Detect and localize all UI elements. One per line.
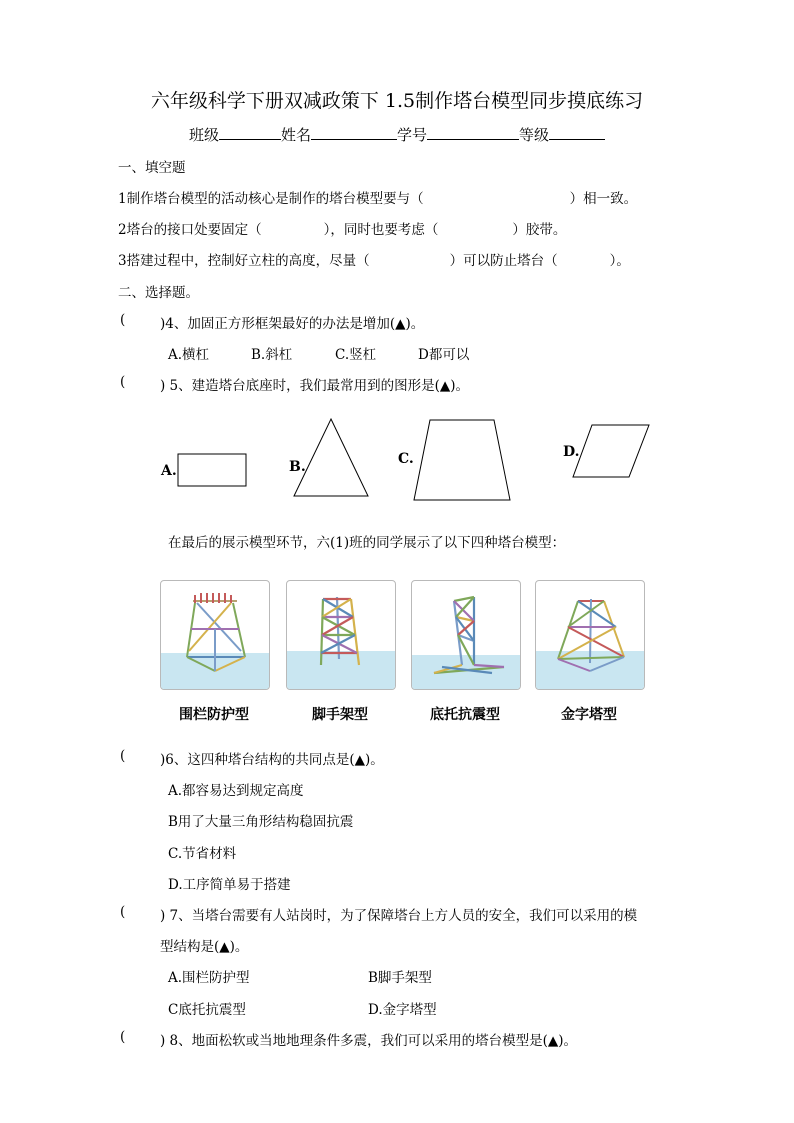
rectangle-shape[interactable]	[176, 452, 248, 488]
q7-option-c[interactable]: C底托抗震型	[168, 1002, 246, 1018]
q6-stem: )6、这四种塔台结构的共同点是(▲)。	[160, 752, 384, 768]
q7-option-a[interactable]: A.围栏防护型	[168, 970, 250, 986]
section1-heading: 一、填空题	[118, 160, 186, 176]
question-1	[118, 187, 637, 207]
q6-option-a[interactable]: A.都容易达到规定高度	[168, 783, 304, 799]
q7-stem-line1: ) 7、当塔台需要有人站岗时，为了保障塔台上方人员的安全，我们可以采用的模	[160, 908, 638, 924]
number-blank[interactable]	[427, 125, 519, 140]
q4-option-b[interactable]: B.斜杠	[251, 347, 293, 363]
model-photo-fence	[160, 580, 270, 690]
q8-stem: ) 8、地面松软或当地地理条件多震，我们可以采用的塔台模型是(▲)。	[160, 1033, 578, 1049]
q1-text-b: ）相一致。	[569, 191, 638, 207]
shape-label-c: C.	[398, 451, 414, 467]
question-2	[118, 218, 566, 238]
q2-text-a: 2塔台的接口处要固定（	[118, 222, 262, 238]
models-intro: 在最后的展示模型环节，六(1)班的同学展示了以下四种塔台模型：	[168, 535, 566, 551]
class-blank[interactable]	[219, 125, 281, 140]
q4-answer-paren[interactable]: (	[120, 312, 126, 328]
model-caption-base: 底托抗震型	[430, 707, 500, 723]
q3-text-c: ）。	[609, 253, 630, 269]
q3-text-b: ）可以防止塔台（	[449, 253, 558, 269]
section2-heading: 二、选择题。	[118, 285, 199, 301]
q4-stem: )4、加固正方形框架最好的办法是增加(▲)。	[160, 316, 425, 332]
q6-option-d[interactable]: D.工序简单易于搭建	[168, 877, 291, 893]
trapezoid-shape[interactable]	[410, 417, 514, 503]
triangle-shape[interactable]	[290, 416, 372, 500]
q3-text-a: 3搭建过程中，控制好立柱的高度，尽量（	[118, 253, 370, 269]
shape-label-b: B.	[289, 459, 306, 475]
grade-label: 等级	[519, 126, 550, 144]
q7-answer-paren[interactable]: (	[120, 904, 126, 920]
model-photo-scaffold	[286, 580, 396, 690]
q4-option-d[interactable]: D都可以	[418, 347, 470, 363]
grade-blank[interactable]	[549, 125, 605, 140]
model-caption-scaffold: 脚手架型	[312, 707, 368, 723]
q5-stem: ) 5、建造塔台底座时，我们最常用到的图形是(▲)。	[160, 378, 470, 394]
number-label: 学号	[397, 126, 428, 144]
model-caption-pyramid: 金字塔型	[561, 707, 617, 723]
q6-option-c[interactable]: C.节省材料	[168, 846, 237, 862]
q6-answer-paren[interactable]: (	[120, 748, 126, 764]
q4-option-a[interactable]: A.横杠	[168, 347, 210, 363]
q7-option-d[interactable]: D.金字塔型	[368, 1002, 437, 1018]
class-label: 班级	[188, 126, 219, 144]
q7-option-b[interactable]: B脚手架型	[368, 970, 432, 986]
name-label: 姓名	[280, 126, 311, 144]
model-photo-base	[411, 580, 521, 690]
shape-label-d: D.	[563, 444, 580, 460]
q7-stem-line2: 型结构是(▲)。	[160, 939, 249, 955]
q4-option-c[interactable]: C.竖杠	[335, 347, 377, 363]
q8-answer-paren[interactable]: (	[120, 1029, 126, 1045]
model-caption-fence: 围栏防护型	[179, 707, 249, 723]
page-title: 六年级科学下册双减政策下 1.5制作塔台模型同步摸底练习	[150, 90, 644, 112]
q6-option-b[interactable]: B用了大量三角形结构稳固抗震	[168, 814, 354, 830]
shape-label-a: A.	[161, 463, 177, 479]
name-blank[interactable]	[311, 125, 397, 140]
model-photo-pyramid	[535, 580, 645, 690]
question-3	[118, 249, 630, 269]
q1-text-a: 1制作塔台模型的活动核心是制作的塔台模型要与（	[118, 191, 424, 207]
q5-answer-paren[interactable]: (	[120, 374, 126, 390]
parallelogram-shape[interactable]	[570, 422, 652, 480]
student-info-line	[0, 124, 794, 145]
q2-text-b: ），同时也要考虑（	[323, 222, 439, 238]
q2-text-c: ）胶带。	[512, 222, 567, 238]
